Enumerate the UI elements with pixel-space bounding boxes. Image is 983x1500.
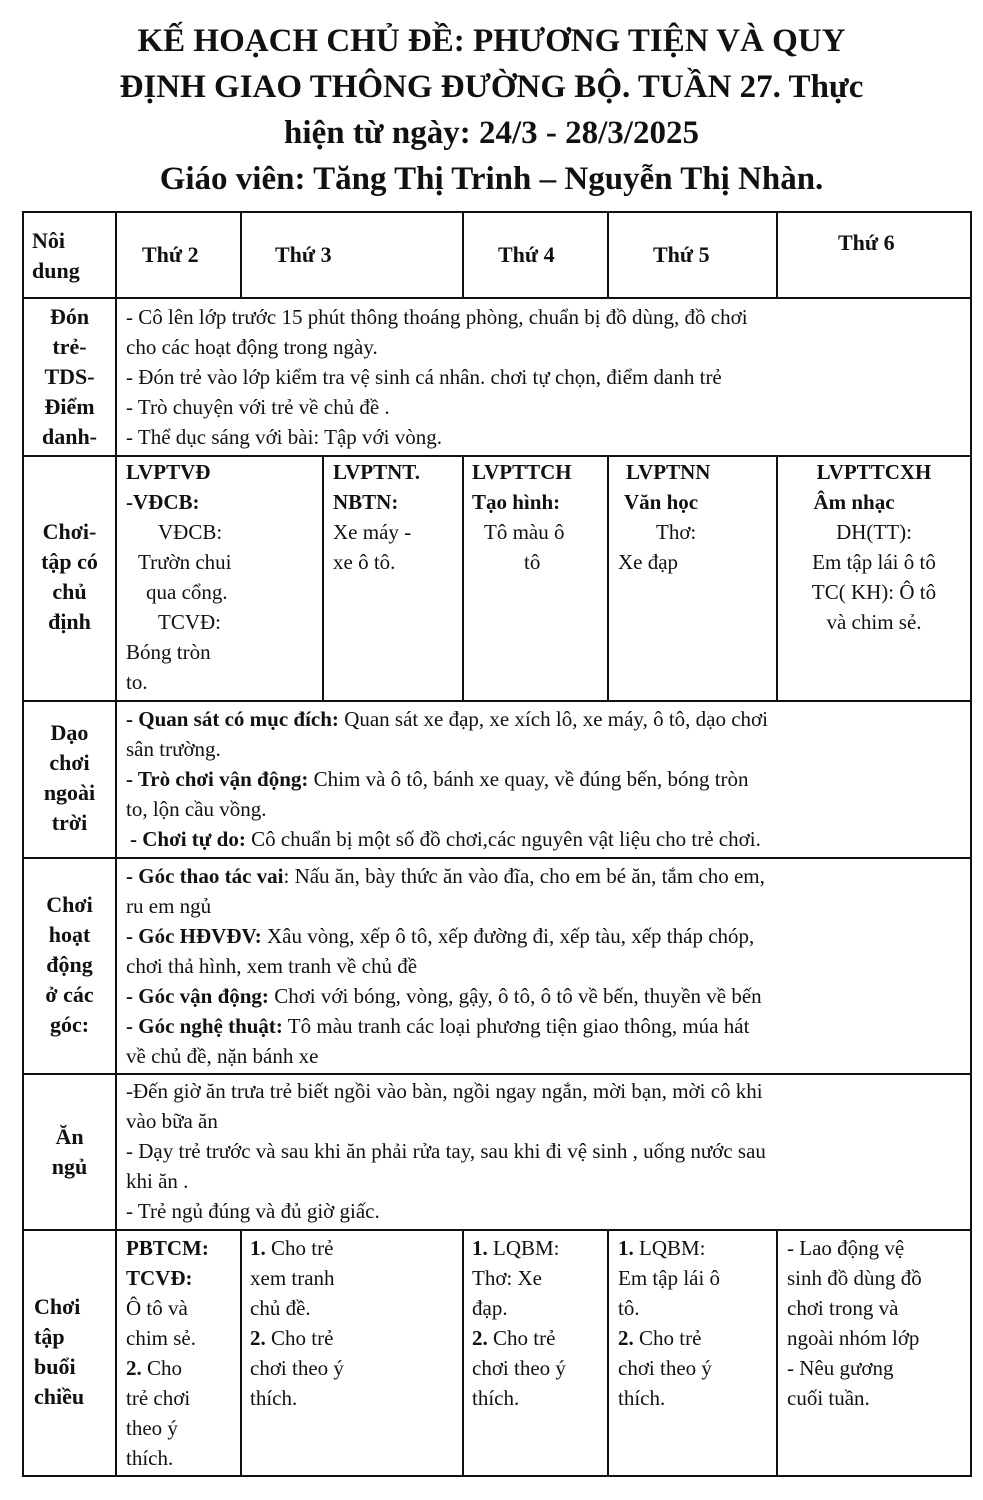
content-line — [126, 1011, 966, 1041]
activity-line: theo ý — [126, 1416, 178, 1440]
header-content — [32, 226, 112, 286]
label-line: định — [48, 609, 91, 634]
item-number: 1. — [472, 1236, 488, 1260]
content-line: - Thể dục sáng với bài: Tập với vòng. — [126, 425, 442, 449]
activity-line: thích. — [472, 1386, 520, 1410]
row-label-choi-goc — [24, 890, 115, 1040]
activity-line: Xe máy - — [333, 520, 412, 544]
header-thu4: Thứ 4 — [498, 242, 555, 267]
column-divider — [607, 1229, 609, 1477]
choi-goc-content — [126, 861, 966, 1071]
label-line: chơi — [49, 750, 90, 775]
activity-text: Cho — [141, 1356, 183, 1380]
content-line: - Dạy trẻ trước và sau khi ăn phải rửa tay, sau khi đi vệ sinh , uống nước sau — [126, 1139, 766, 1163]
activity-line: DH(TT): — [836, 520, 912, 544]
activity-text: Tô màu tranh các loại phương tiện giao thông, múa hát — [282, 1014, 750, 1038]
activity-line: qua cổng. — [146, 580, 228, 604]
activity-line: sinh đồ dùng đồ — [787, 1266, 922, 1290]
title-line-3: hiện từ ngày: 24/3 - 28/3/2025 — [284, 115, 699, 151]
column-divider — [462, 1229, 464, 1477]
label-line: trẻ- — [52, 334, 87, 359]
label-line: ngủ — [51, 1154, 88, 1179]
activity-line: VĐCB: — [158, 520, 223, 544]
content-line — [126, 824, 966, 854]
activity-text: Quan sát xe đạp, xe xích lô, xe máy, ô tô, dạo chơi — [338, 707, 768, 731]
label-line: ngoài — [43, 780, 96, 805]
row-label-dao-choi — [24, 718, 115, 838]
label-line: Điểm — [44, 394, 95, 419]
activity-line: Trườn chui — [138, 550, 232, 574]
activity-line: chơi theo ý — [472, 1356, 566, 1380]
activity-heading: - Góc HĐVĐV: — [126, 924, 262, 948]
content-line: -Đến giờ ăn trưa trẻ biết ngồi vào bàn, ngồi ngay ngắn, mời bạn, mời cô khi — [126, 1079, 763, 1103]
buoi-chieu-thu2 — [126, 1233, 239, 1473]
activity-domain: Văn học — [624, 490, 699, 514]
row-divider — [22, 1073, 972, 1075]
content-line — [126, 764, 966, 794]
buoi-chieu-thu4 — [472, 1233, 606, 1413]
content-line: sân trường. — [126, 737, 221, 761]
activity-line: Bóng tròn — [126, 640, 211, 664]
activity-line: TC( KH): Ô tô — [811, 580, 937, 604]
activity-line: và chim sẻ. — [826, 610, 922, 634]
title-line-1: KẾ HOẠCH CHỦ ĐỀ: PHƯƠNG TIỆN VÀ QUY — [137, 23, 846, 59]
label-line: Chơi — [34, 1294, 81, 1319]
content-line: khi ăn . — [126, 1169, 189, 1193]
activity-line — [472, 1323, 606, 1353]
content-line — [126, 921, 966, 951]
column-divider — [776, 1229, 778, 1477]
activity-line: Xe đạp — [618, 550, 679, 574]
label-line: Chơi — [46, 892, 93, 917]
row-divider — [22, 857, 972, 859]
item-number: 2. — [618, 1326, 634, 1350]
activity-line: chim sẻ. — [126, 1326, 196, 1350]
activity-text: Cho trẻ — [487, 1326, 556, 1350]
item-number: 2. — [126, 1356, 142, 1380]
activity-heading: - Góc vận động: — [126, 984, 269, 1008]
activity-text: : Nấu ăn, bày thức ăn vào đĩa, cho em bé ăn, tắm cho em, — [283, 864, 765, 888]
activity-line: thích. — [126, 1446, 174, 1470]
activity-text: Cho trẻ — [265, 1236, 334, 1260]
table-border-top — [22, 211, 972, 213]
activity-text: LQBM: — [487, 1236, 560, 1260]
buoi-chieu-thu3 — [250, 1233, 460, 1413]
title-line-2: ĐỊNH GIAO THÔNG ĐƯỜNG BỘ. TUẦN 27. Thực — [119, 69, 864, 105]
content-line: chơi thả hình, xem tranh về chủ đề — [126, 954, 418, 978]
activity-line: Thơ: Xe — [472, 1266, 543, 1290]
column-divider — [462, 455, 464, 702]
buoi-chieu-thu6 — [787, 1233, 967, 1413]
activity-line: chơi trong và — [787, 1296, 899, 1320]
activity-line — [250, 1323, 460, 1353]
label-line: góc: — [49, 1012, 90, 1037]
content-line: ru em ngủ — [126, 894, 212, 918]
activity-line: tô — [524, 550, 541, 574]
label-line: buổi — [34, 1354, 76, 1379]
header-thu5: Thứ 5 — [653, 242, 710, 267]
activity-line: Thơ: — [656, 520, 697, 544]
choi-tap-thu2 — [126, 457, 321, 697]
label-line: động — [46, 952, 93, 977]
activity-line: TCVĐ: — [158, 610, 221, 634]
activity-line — [618, 1323, 774, 1353]
table-border-bottom — [22, 1475, 972, 1477]
content-line: to, lộn cầu vồng. — [126, 797, 267, 821]
header-content-line: dung — [32, 258, 80, 283]
item-number: 1. — [618, 1236, 634, 1260]
label-line: ở các — [45, 982, 94, 1007]
activity-domain: LVPTTCXH — [816, 460, 932, 484]
activity-line: chơi theo ý — [250, 1356, 344, 1380]
activity-text: LQBM: — [633, 1236, 706, 1260]
row-label-don-tre — [24, 302, 115, 452]
activity-text: Cô chuẩn bị một số đồ chơi,các nguyên vật liệu cho trẻ chơi. — [245, 827, 761, 851]
activity-heading: - Góc thao tác vai — [126, 864, 284, 888]
activity-domain: Âm nhạc — [813, 490, 895, 514]
activity-domain: LVPTNT. — [333, 460, 420, 484]
row-divider — [22, 700, 972, 702]
label-line: danh- — [41, 424, 98, 449]
item-number: 2. — [250, 1326, 266, 1350]
label-line: Ăn — [55, 1124, 84, 1149]
activity-domain: Tạo hình: — [472, 490, 561, 514]
content-line: vào bữa ăn — [126, 1109, 218, 1133]
activity-line — [126, 1353, 239, 1383]
activity-line: ngoài nhóm lớp — [787, 1326, 920, 1350]
activity-line — [618, 1233, 774, 1263]
label-line: Chơi- — [42, 519, 97, 544]
content-line: - Trò chuyện với trẻ về chủ đề . — [126, 395, 390, 419]
content-line: về chủ đề, nặn bánh xe — [126, 1044, 319, 1068]
header-thu2: Thứ 2 — [142, 242, 199, 267]
row-label-choi-tap — [24, 517, 115, 637]
label-line: hoạt — [48, 922, 91, 947]
activity-heading: - Góc nghệ thuật: — [126, 1014, 283, 1038]
header-content-line: Nôi — [32, 228, 65, 253]
activity-line: trẻ chơi — [126, 1386, 191, 1410]
activity-line: Ô tô và — [126, 1296, 188, 1320]
label-line: chủ — [52, 579, 87, 604]
content-line: - Đón trẻ vào lớp kiểm tra vệ sinh cá nhân. chơi tự chọn, điểm danh trẻ — [126, 365, 722, 389]
activity-text: Xâu vòng, xếp ô tô, xếp đường đi, xếp tàu, xếp tháp chóp, — [261, 924, 755, 948]
choi-tap-thu5 — [618, 457, 774, 577]
activity-line — [472, 1233, 606, 1263]
label-line: Dạo — [50, 720, 89, 745]
column-divider — [115, 211, 117, 1477]
activity-domain: NBTN: — [333, 490, 399, 514]
activity-line: tô. — [618, 1296, 640, 1320]
activity-domain: LVPTTCH — [472, 460, 572, 484]
item-number: 2. — [472, 1326, 488, 1350]
activity-line: cuối tuần. — [787, 1386, 870, 1410]
buoi-chieu-thu5 — [618, 1233, 774, 1413]
choi-tap-thu6 — [778, 457, 970, 637]
activity-line: Tô màu ô — [484, 520, 565, 544]
row-label-buoi-chieu — [24, 1292, 114, 1412]
activity-line: thích. — [618, 1386, 666, 1410]
activity-line: thích. — [250, 1386, 298, 1410]
activity-line: - Lao động vệ — [787, 1236, 905, 1260]
column-divider — [240, 211, 242, 299]
activity-line: chơi theo ý — [618, 1356, 712, 1380]
activity-heading: - Quan sát có mục đích: — [126, 707, 339, 731]
activity-line: Em tập lái ô — [618, 1266, 721, 1290]
activity-text: Chim và ô tô, bánh xe quay, về đúng bến, bóng tròn — [308, 767, 749, 791]
content-line — [126, 981, 966, 1011]
choi-tap-thu3 — [333, 457, 461, 577]
activity-line: chủ đề. — [250, 1296, 311, 1320]
activity-line: Em tập lái ô tô — [812, 550, 936, 574]
column-divider — [776, 211, 778, 299]
column-divider — [462, 211, 464, 299]
activity-line: - Nêu gương — [787, 1356, 894, 1380]
activity-text: Cho trẻ — [265, 1326, 334, 1350]
choi-tap-thu4 — [472, 457, 606, 577]
activity-line: to. — [126, 670, 148, 694]
header-thu6: Thứ 6 — [838, 230, 895, 255]
content-line: - Trẻ ngủ đúng và đủ giờ giấc. — [126, 1199, 380, 1223]
table-border-right — [970, 211, 972, 1477]
row-divider — [22, 297, 972, 299]
activity-line — [250, 1233, 460, 1263]
activity-heading: PBTCM: — [126, 1236, 209, 1260]
label-line: tập — [34, 1324, 65, 1349]
activity-domain: -VĐCB: — [126, 490, 200, 514]
title-teachers: Giáo viên: Tăng Thị Trinh – Nguyễn Thị Nhàn. — [159, 161, 824, 197]
activity-line: xe ô tô. — [333, 550, 396, 574]
column-divider — [607, 455, 609, 702]
an-ngu-content — [126, 1076, 966, 1226]
content-line — [126, 704, 966, 734]
activity-domain: LVPTVĐ — [126, 460, 211, 484]
label-line: tập có — [41, 549, 98, 574]
activity-text: Cho trẻ — [633, 1326, 702, 1350]
activity-domain: LVPTNN — [626, 460, 711, 484]
row-label-an-ngu — [24, 1122, 115, 1182]
column-divider — [607, 211, 609, 299]
content-line — [126, 861, 966, 891]
label-line: Đón — [49, 304, 90, 329]
activity-line: đạp. — [472, 1296, 508, 1320]
activity-text: Chơi với bóng, vòng, gậy, ô tô, ô tô về bến, thuyền về bến — [268, 984, 762, 1008]
activity-line: xem tranh — [250, 1266, 335, 1290]
label-line: trời — [51, 810, 88, 835]
activity-heading: - Chơi tự do: — [130, 827, 246, 851]
label-line: chiều — [34, 1384, 85, 1409]
activity-heading: TCVĐ: — [126, 1266, 193, 1290]
label-line: TDS- — [44, 364, 95, 389]
content-line: cho các hoạt động trong ngày. — [126, 335, 378, 359]
column-divider — [240, 1229, 242, 1477]
column-divider — [322, 455, 324, 702]
header-thu3: Thứ 3 — [275, 242, 332, 267]
dao-choi-content — [126, 704, 966, 854]
row-divider — [22, 1229, 972, 1231]
don-tre-content — [126, 302, 966, 452]
item-number: 1. — [250, 1236, 266, 1260]
content-line: - Cô lên lớp trước 15 phút thông thoáng phòng, chuẩn bị đồ dùng, đồ chơi — [126, 305, 748, 329]
activity-heading: - Trò chơi vận động: — [126, 767, 309, 791]
